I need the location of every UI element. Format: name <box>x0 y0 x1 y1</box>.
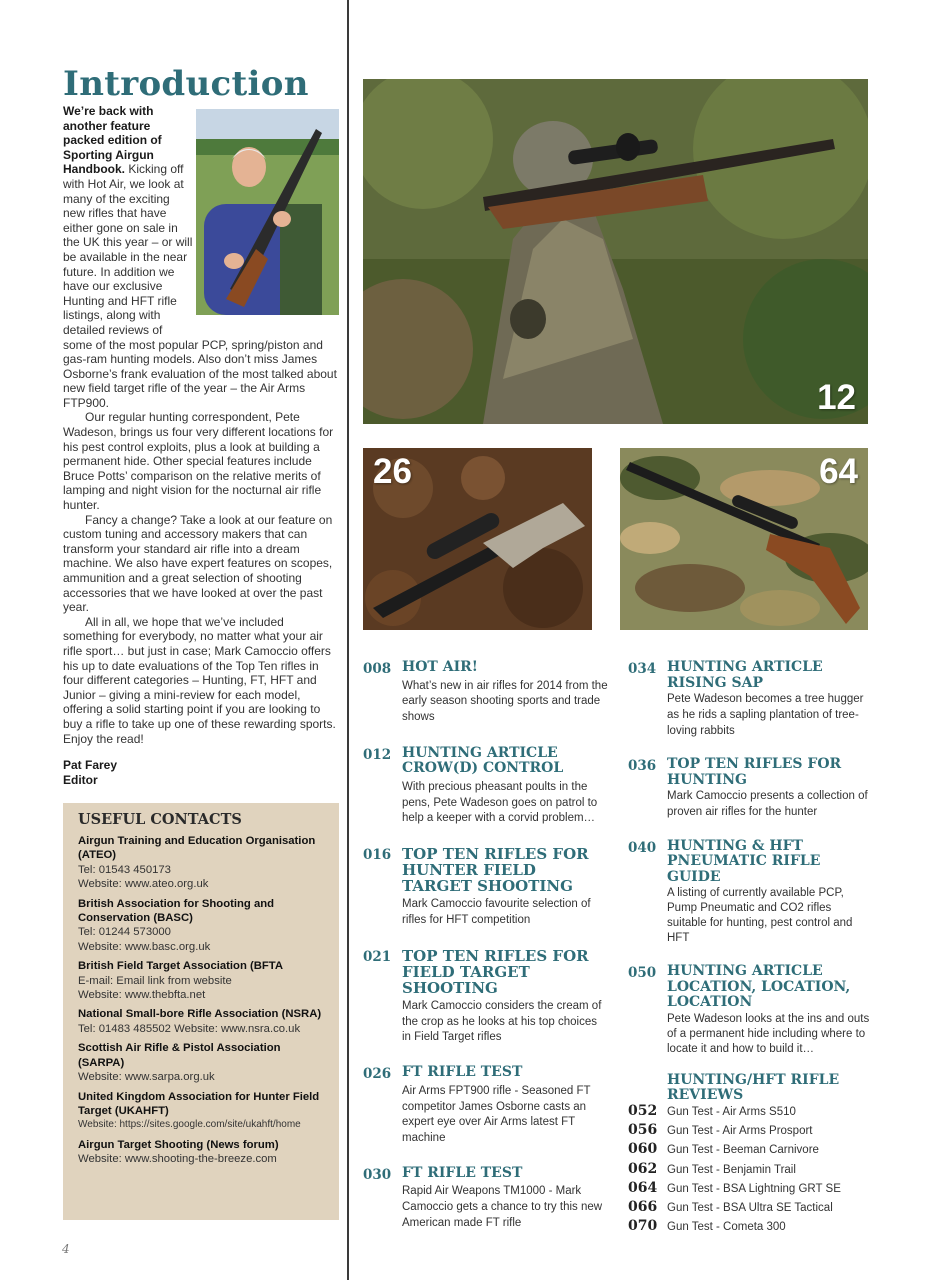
contents-entry[interactable] <box>628 839 873 947</box>
review-title: Gun Test - Air Arms Prosport <box>667 1125 813 1138</box>
entry-page-number: 012 <box>363 746 392 763</box>
contact-line: Website: www.basc.org.uk <box>78 940 211 953</box>
contents-left-column <box>363 660 608 1232</box>
page-ref-12: 12 <box>817 378 856 417</box>
review-item[interactable] <box>628 1161 873 1180</box>
review-item[interactable] <box>628 1218 873 1237</box>
contact-item <box>78 1007 329 1036</box>
reviews-list <box>628 1103 873 1237</box>
contents-right-column <box>628 660 873 1237</box>
contents-entry[interactable] <box>628 757 873 821</box>
review-page-number: 066 <box>628 1198 658 1215</box>
entry-description: Rapid Air Weapons TM1000 - Mark Camoccio gets a chance to try this new American made FT rifle <box>402 1185 603 1230</box>
contact-line: Website: www.thebfta.net <box>78 989 206 1002</box>
entry-title: HUNTING & HFT PNEUMATIC RIFLE GUIDE <box>667 837 821 885</box>
entry-page-number: 026 <box>363 1066 392 1083</box>
entry-description: Air Arms FPT900 rifle - Seasoned FT competitor James Osborne casts an expert eye over Air Arms latest FT machine <box>402 1084 591 1145</box>
column-divider <box>347 0 349 1280</box>
entry-description: Pete Wadeson becomes a tree hugger as he rids a sapling plantation of tree-loving rabbits <box>667 693 864 737</box>
editor-signature <box>63 758 340 787</box>
contact-name: Airgun Training and Education Organisation (ATEO) <box>78 835 316 862</box>
review-title: Gun Test - BSA Ultra SE Tactical <box>667 1201 833 1214</box>
contact-line: E-mail: Email link from website <box>78 974 232 987</box>
editor-role: Editor <box>63 772 98 787</box>
contact-name: National Small-bore Rifle Association (NSRA) <box>78 1008 322 1021</box>
entry-title: HUNTING ARTICLE CROW(D) CONTROL <box>402 744 564 777</box>
review-page-number: 070 <box>628 1218 658 1235</box>
entry-page-number: 036 <box>628 758 657 775</box>
contents-entry[interactable] <box>628 660 873 739</box>
review-title: Gun Test - Beeman Carnivore <box>667 1144 819 1157</box>
contact-item <box>78 897 329 955</box>
review-item[interactable] <box>628 1122 873 1141</box>
contact-name: British Association for Shooting and Conservation (BASC) <box>78 897 275 925</box>
contact-item <box>78 834 329 892</box>
rifle-on-leaves-photo[interactable] <box>363 448 592 630</box>
page-ref-26: 26 <box>373 452 412 491</box>
intro-paragraph-1: Kicking off with Hot Air, we look at many of the exciting new rifles that have either gone on sale in the UK this year – or will be available in the near future. In addition we have our exclusive Hunting and HFT rifle listings, along with detailed reviews of some of the most popular PCP, spring/piston and gas-ram hunting models. Also don’t miss James Osborne’s frank evaluation of the most talked about new field target rifle of the year – the Air Arms FTP900. <box>63 162 337 410</box>
introduction-text <box>63 104 340 787</box>
entry-title: HOT AIR! <box>402 659 478 675</box>
review-title: Gun Test - Air Arms S510 <box>667 1105 796 1118</box>
entry-page-number: 034 <box>628 661 657 677</box>
entry-description: Mark Camoccio favourite selection of rifles for HFT competition <box>402 898 591 927</box>
contact-line: Website: www.shooting-the-breeze.com <box>78 1153 277 1166</box>
intro-lead: We’re back with another feature packed edition of Sporting Airgun Handbook. <box>63 104 162 177</box>
intro-paragraph-2: Our regular hunting correspondent, Pete Wadeson, brings us four very different locations for his pest control exploits, plus a look at building a permanent hide. Other special features include Bruce Potts’ comparison on the relative merits of lamping and night vision for the nocturnal air rifle hunter. <box>63 410 334 513</box>
review-page-number: 064 <box>628 1179 658 1196</box>
contact-line: Tel: 01543 450173 <box>78 863 171 876</box>
entry-description: Mark Camoccio presents a collection of proven air rifles for the hunter <box>667 790 868 819</box>
entry-title: FT RIFLE TEST <box>402 1064 523 1081</box>
entry-page-number: 030 <box>363 1166 392 1183</box>
page-number: 4 <box>62 1242 70 1256</box>
entry-title: TOP TEN RIFLES FOR HUNTING <box>667 756 842 788</box>
contact-name: United Kingdom Association for Hunter Field Target (UKAHFT) <box>78 1090 320 1117</box>
page-ref-64: 64 <box>819 452 858 491</box>
editor-name: Pat Farey <box>63 758 118 773</box>
entry-title: HUNTING ARTICLE RISING SAP <box>667 659 823 691</box>
intro-paragraph-4: All in all, we hope that we’ve included something for everybody, no matter what your air rifle sport… but just in case; Mark Camoccio offers his up to date evaluations of the Top Ten rifles in four different categories – Hunting, FT, HFT and Junior – giving a mini-review for each model, offering a solid starting point if you are looking to buy a rifle to take up one of these rewarding sports. Enjoy the read! <box>63 614 336 746</box>
entry-page-number: 008 <box>363 661 392 677</box>
review-page-number: 052 <box>628 1102 658 1119</box>
contact-item <box>78 1138 329 1167</box>
review-item[interactable] <box>628 1103 873 1122</box>
review-title: Gun Test - BSA Lightning GRT SE <box>667 1182 841 1195</box>
review-item[interactable] <box>628 1199 873 1218</box>
contact-line: Tel: 01483 485502 Website: www.nsra.co.uk <box>78 1022 301 1035</box>
contents-entry[interactable] <box>363 1065 608 1147</box>
review-title: Gun Test - Cometa 300 <box>667 1221 786 1234</box>
entry-page-number: 016 <box>363 847 392 864</box>
contents-entry[interactable] <box>363 948 608 1046</box>
contact-line: Tel: 01244 573000 <box>78 926 171 939</box>
contact-line: Website: www.ateo.org.uk <box>78 878 209 891</box>
hunter-photo[interactable] <box>363 79 868 424</box>
review-item[interactable] <box>628 1141 873 1160</box>
entry-description: Pete Wadeson looks at the ins and outs of a permanent hide including where to locate it and how to build it… <box>667 1012 870 1055</box>
review-page-number: 062 <box>628 1160 658 1177</box>
review-item[interactable] <box>628 1180 873 1199</box>
page-title: Introduction <box>63 64 309 104</box>
entry-page-number: 050 <box>628 965 657 982</box>
contact-line: Website: https://sites.google.com/site/ukahft/home <box>78 1119 301 1131</box>
entry-description: A listing of currently available PCP, Pump Pneumatic and CO2 rifles suitable for hunting, pest control and HFT <box>667 887 853 945</box>
contacts-heading: USEFUL CONTACTS <box>78 811 242 828</box>
contents-entry[interactable] <box>363 846 608 929</box>
entry-description: With precious pheasant poults in the pens, Pete Wadeson goes on patrol to help a keeper with a corvid problem… <box>402 780 598 825</box>
contents-entry[interactable] <box>363 746 608 827</box>
review-title: Gun Test - Benjamin Trail <box>667 1163 796 1176</box>
entry-title: TOP TEN RIFLES FOR FIELD TARGET SHOOTING <box>402 946 589 997</box>
contact-name: British Field Target Association (BFTA <box>78 960 284 973</box>
review-page-number: 060 <box>628 1141 658 1158</box>
review-page-number: 056 <box>628 1122 658 1139</box>
contents-entry[interactable] <box>363 1166 608 1232</box>
contact-item <box>78 1090 329 1133</box>
intro-paragraph-3: Fancy a change? Take a look at our feature on custom tuning and accessory makers that can transform your standard air rifle into a dream machine. We also have expert features on scopes, ammunition and a great selection of shooting accessories that we have looked at over the past year. <box>63 512 333 615</box>
rifle-on-camo-photo[interactable] <box>620 448 868 630</box>
entry-title: TOP TEN RIFLES FOR HUNTER FIELD TARGET SHOOTING <box>402 845 589 896</box>
contents-entry[interactable] <box>628 964 873 1057</box>
entry-title: HUNTING ARTICLE LOCATION, LOCATION, LOCATION <box>667 963 851 1011</box>
contents-entry[interactable] <box>363 660 608 726</box>
entry-title: FT RIFLE TEST <box>402 1164 523 1181</box>
reviews-heading: HUNTING/HFT RIFLE REVIEWS <box>667 1071 840 1103</box>
useful-contacts-box <box>63 803 339 1220</box>
contact-name: Airgun Target Shooting (News forum) <box>78 1138 279 1151</box>
contact-item <box>78 1041 329 1084</box>
contact-line: Website: www.sarpa.org.uk <box>78 1071 215 1084</box>
entry-page-number: 040 <box>628 839 657 856</box>
contact-name: Scottish Air Rifle & Pistol Association (SARPA) <box>78 1042 281 1069</box>
entry-page-number: 021 <box>363 948 392 965</box>
contact-item <box>78 959 329 1002</box>
entry-description: Mark Camoccio considers the cream of the crop as he looks at his top choices in Field Target rifles <box>402 999 602 1044</box>
entry-description: What’s new in air rifles for 2014 from the early season shooting sports and trade shows <box>402 679 608 724</box>
